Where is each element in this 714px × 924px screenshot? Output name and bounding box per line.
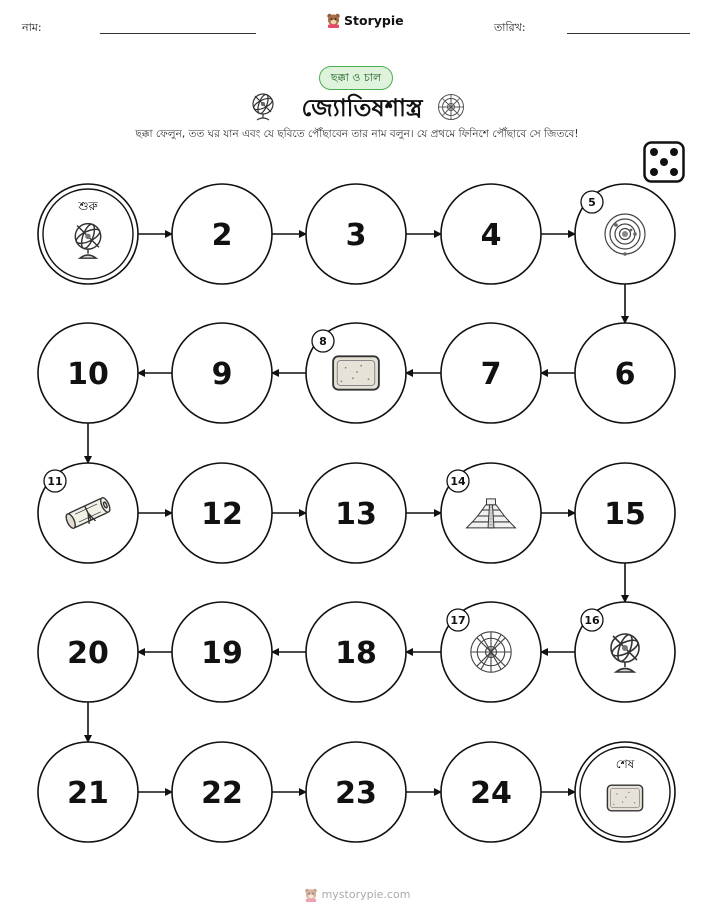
stone-tablet-icon: [607, 785, 642, 811]
board-cell-7: [441, 323, 541, 423]
cell-number: 9: [211, 357, 233, 392]
cell-number: 24: [470, 776, 512, 811]
board-cell-4: [441, 184, 541, 284]
bear-mascot-icon: [304, 887, 318, 902]
footer: [0, 887, 714, 902]
cell-number: 6: [614, 357, 636, 392]
board-cell-2: [172, 184, 272, 284]
activity-badge: ছক্কা ও চাল: [319, 66, 393, 90]
board-cell-19: [172, 602, 272, 702]
cell-number: 11: [47, 475, 63, 488]
start-label: শুরু: [78, 199, 98, 213]
page-title: জ্যোতিষশাস্ত্র: [301, 94, 423, 122]
footer-url: mystorypie.com: [321, 888, 411, 901]
cell-number: 18: [335, 636, 377, 671]
board-cell-18: [306, 602, 406, 702]
board-cell-5: [575, 184, 675, 284]
cell-number: 21: [67, 776, 109, 811]
cell-number: 14: [450, 475, 466, 488]
board-cell-3: [306, 184, 406, 284]
board-cell-8: [306, 323, 406, 423]
zodiac-wheel-icon: [471, 632, 511, 672]
board-cell-11: [38, 463, 138, 563]
cell-number: 16: [584, 614, 600, 627]
instructions: ছক্কা ফেলুন, তত ঘর যান এবং যে ছবিতে পৌঁছাবেন তার নাম বলুন। যে প্রথমে ফিনিশে পৌঁছাবে সে জিতবে!: [135, 128, 579, 140]
cell-number: 4: [480, 218, 502, 253]
board-cell-13: [306, 463, 406, 563]
board-cell-6: [575, 323, 675, 423]
board-cell-22: [172, 742, 272, 842]
board-cell-16: [575, 602, 675, 702]
board-cell-21: [38, 742, 138, 842]
cell-number: 20: [67, 636, 109, 671]
cell-number: 8: [319, 335, 327, 348]
cell-number: 7: [480, 357, 502, 392]
board-cell-12: [172, 463, 272, 563]
cell-number: 2: [211, 218, 233, 253]
cell-number: 13: [335, 497, 377, 532]
board-cell-1: [38, 184, 138, 284]
board-cell-17: [441, 602, 541, 702]
board-cell-20: [38, 602, 138, 702]
cell-number: 15: [604, 497, 646, 532]
board-cell-9: [172, 323, 272, 423]
cell-number: 23: [335, 776, 377, 811]
stone-tablet-icon: [333, 356, 379, 389]
name-label: নাম:: [22, 21, 42, 34]
date-label: তারিখ:: [494, 21, 526, 34]
board-cell-14: [441, 463, 541, 563]
finish-label: শেষ: [615, 757, 635, 771]
brand-name: Storypie: [344, 12, 404, 28]
cell-number: 3: [345, 218, 367, 253]
cell-number: 19: [201, 636, 243, 671]
cell-number: 10: [67, 357, 109, 392]
board-cell-15: [575, 463, 675, 563]
board-cell-24: [441, 742, 541, 842]
cell-number: 22: [201, 776, 243, 811]
cell-number: 12: [201, 497, 243, 532]
cell-number: 17: [450, 614, 466, 627]
board-cell-23: [306, 742, 406, 842]
board-cell-10: [38, 323, 138, 423]
cell-number: 5: [588, 196, 596, 209]
board-cell-25: [575, 742, 675, 842]
